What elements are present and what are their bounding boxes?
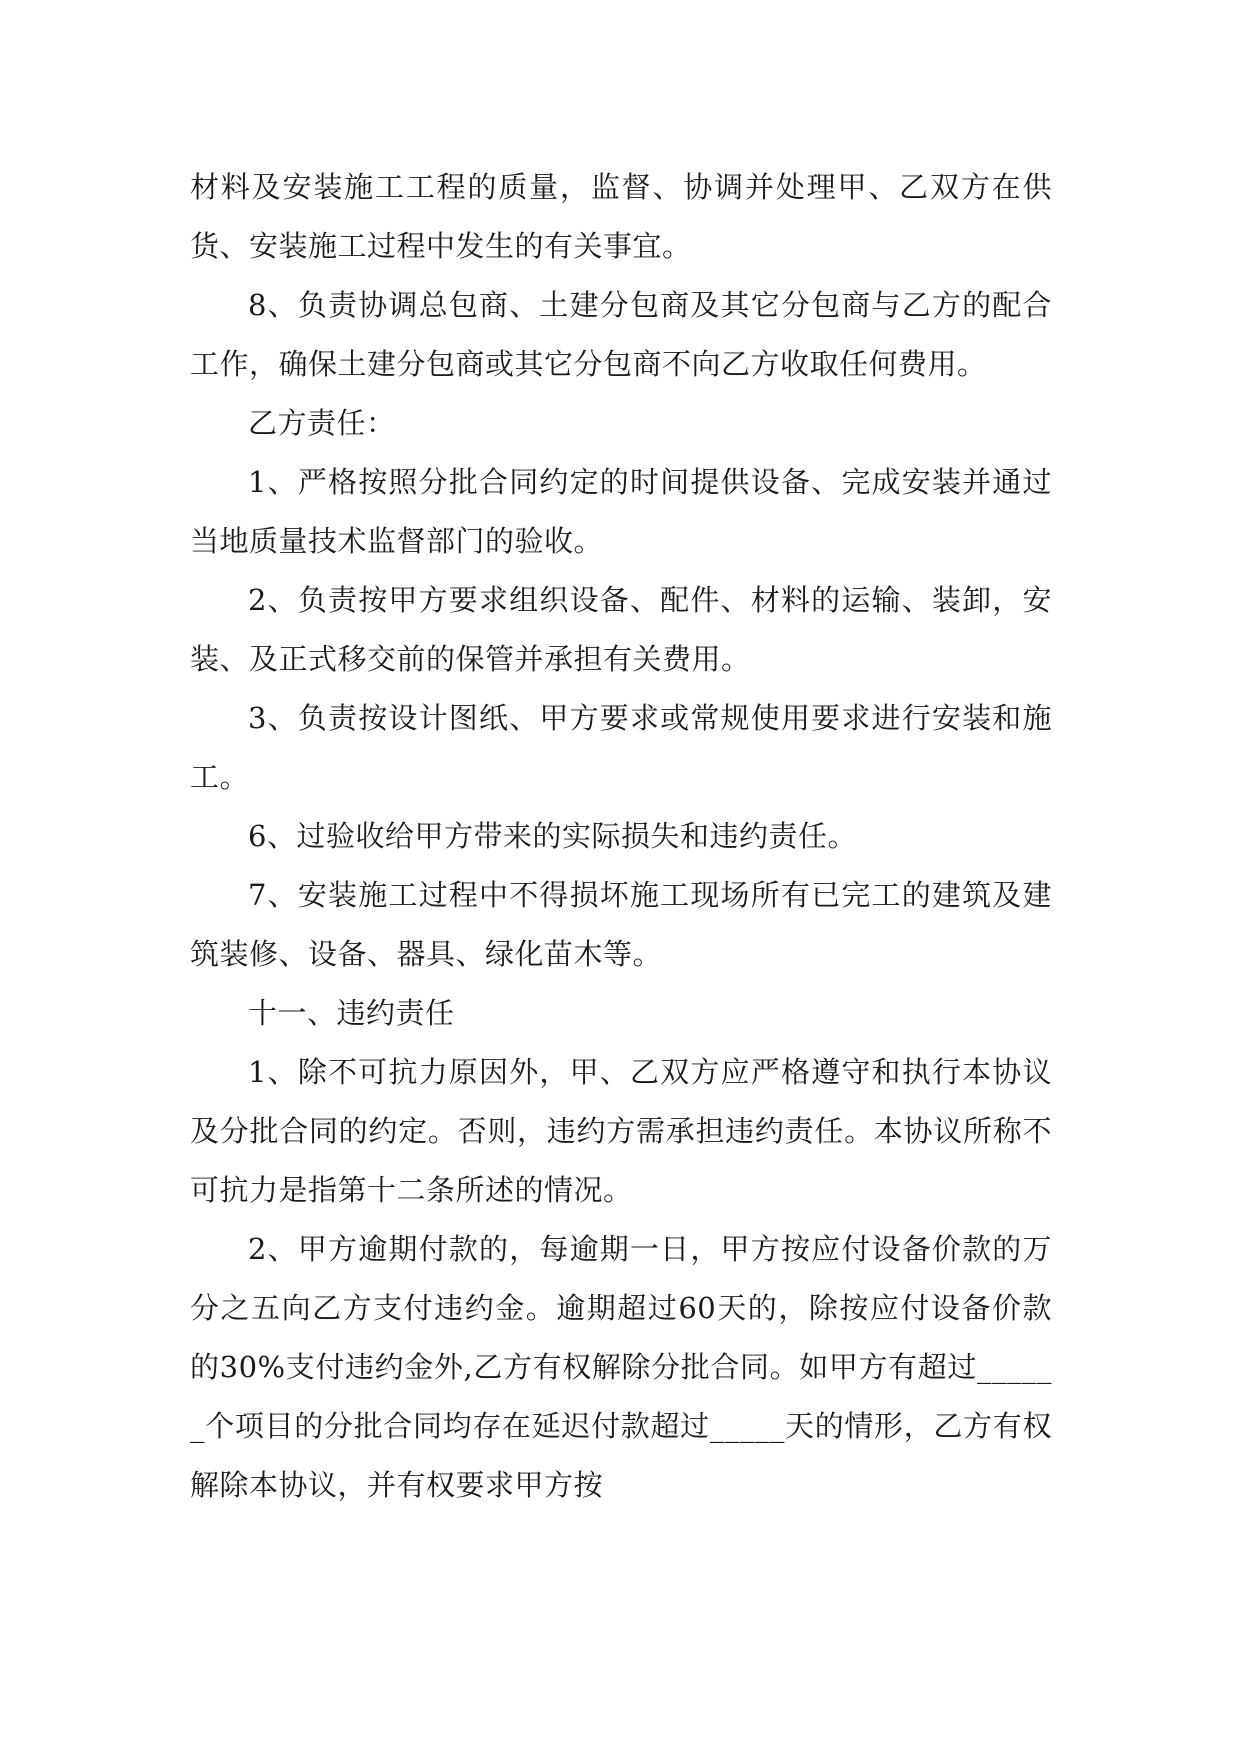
paragraph-party-b-clause-7: 7、安装施工过程中不得损坏施工现场所有已完工的建筑及建筑装修、设备、器具、绿化苗木等。 (190, 878, 1052, 971)
heading-breach-liability: 十一、违约责任 (248, 996, 455, 1030)
paragraph-clause-8: 8、负责协调总包商、土建分包商及其它分包商与乙方的配合工作，确保土建分包商或其它分包商不向乙方收取任何费用。 (190, 288, 1052, 381)
paragraph-party-b-clause-6: 6、过验收给甲方带来的实际损失和违约责任。 (248, 819, 857, 853)
paragraph-materials-quality: 材料及安装施工工程的质量，监督、协调并处理甲、乙双方在供货、安装施工过程中发生的有关事宜。 (190, 170, 1052, 263)
paragraph-party-b-clause-3: 3、负责按设计图纸、甲方要求或常规使用要求进行安装和施工。 (190, 701, 1052, 794)
paragraph-party-b-clause-1: 1、严格按照分批合同约定的时间提供设备、完成安装并通过当地质量技术监督部门的验收。 (190, 465, 1052, 558)
paragraph-breach-clause-1: 1、除不可抗力原因外，甲、乙双方应严格遵守和执行本协议及分批合同的约定。否则，违约方需承担违约责任。本协议所称不可抗力是指第十二条所述的情况。 (190, 1055, 1052, 1207)
document-body (190, 158, 1052, 1515)
paragraph-party-b-clause-2: 2、负责按甲方要求组织设备、配件、材料的运输、装卸，安装、及正式移交前的保管并承担有关费用。 (190, 583, 1052, 676)
heading-party-b-responsibility: 乙方责任： (248, 406, 396, 440)
paragraph-breach-clause-2: 2、甲方逾期付款的，每逾期一日，甲方按应付设备价款的万分之五向乙方支付违约金。逾期超过60天的，除按应付设备价款的30%支付违约金外,乙方有权解除分批合同。如甲方有超过______个项目的分批合同均存在延迟付款超过_____天的情形，乙方有权解除本协议，并有权要求甲方按 (190, 1232, 1052, 1502)
